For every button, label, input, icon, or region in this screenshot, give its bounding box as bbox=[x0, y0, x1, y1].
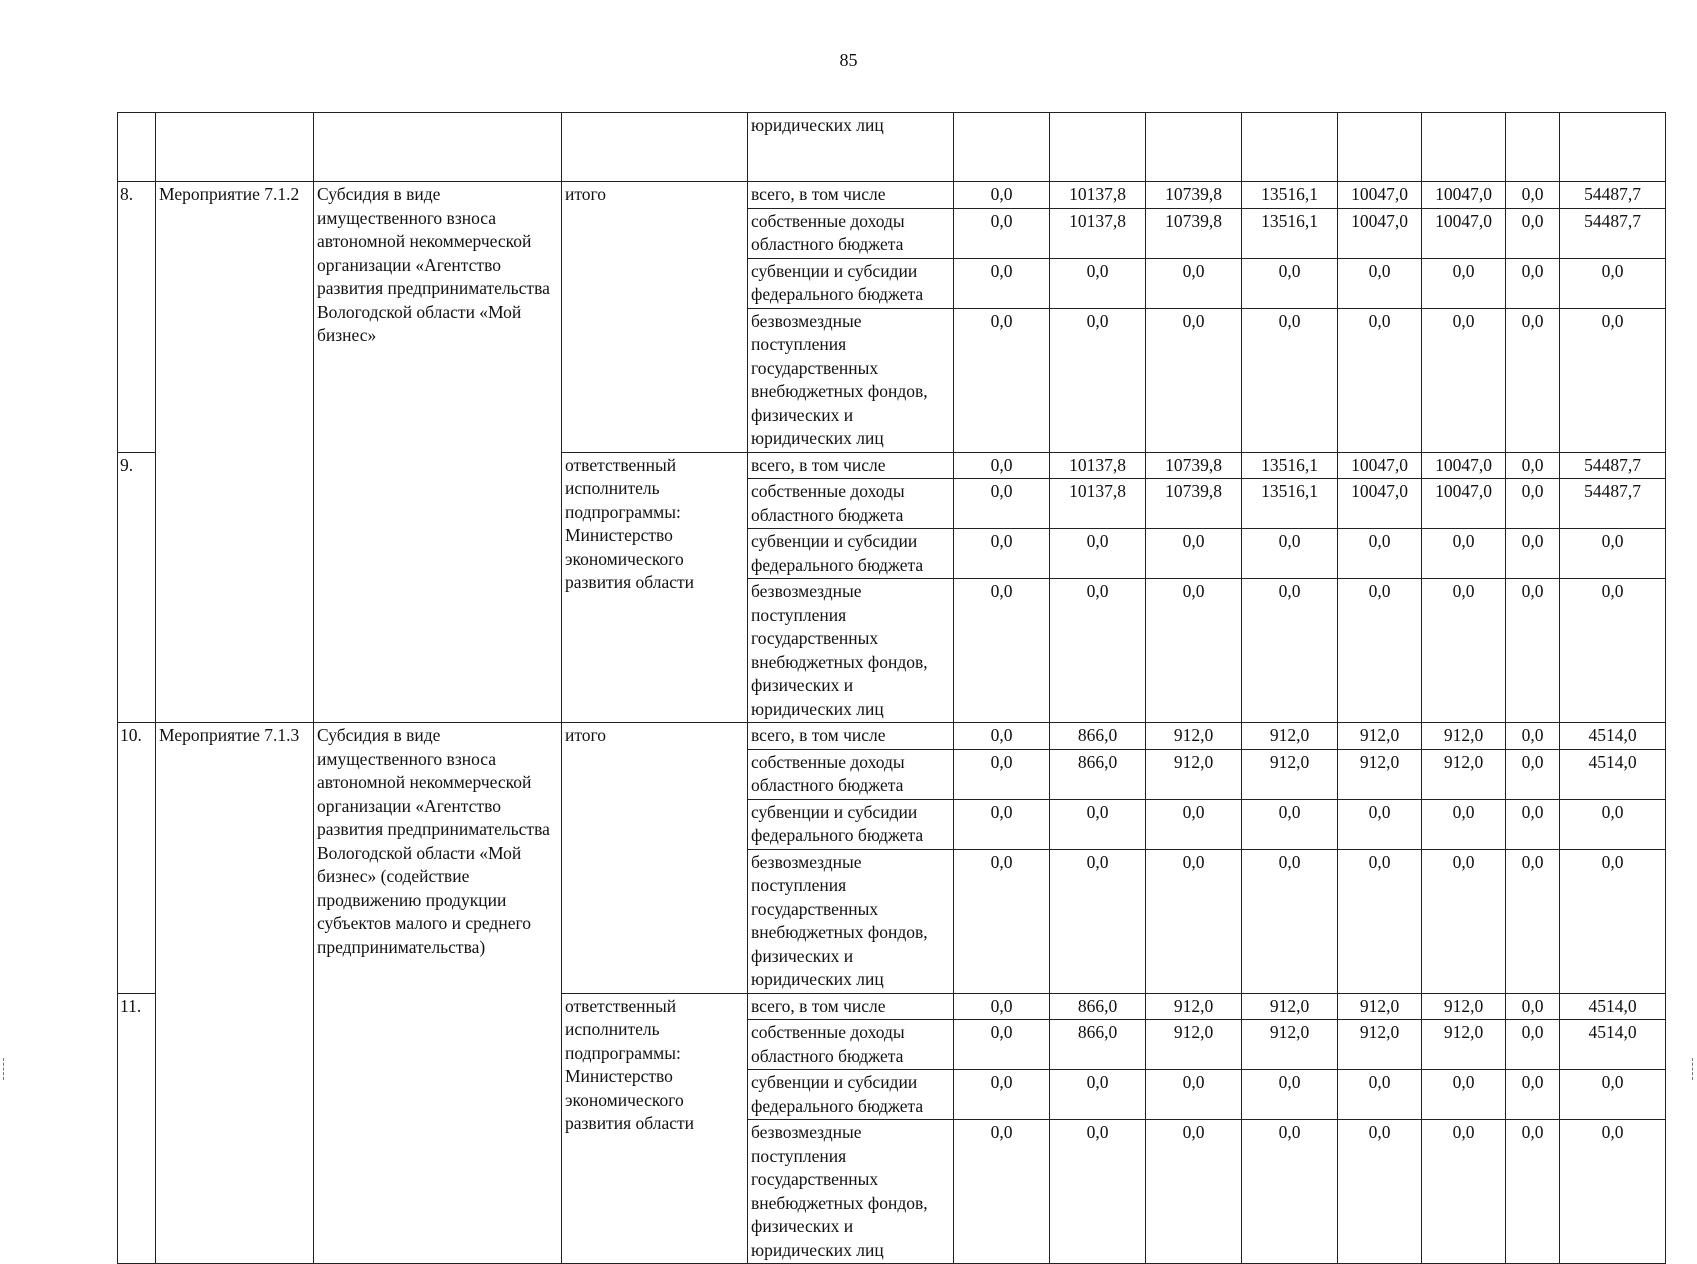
amount-cell: 0,0 bbox=[954, 579, 1050, 723]
empty-cell bbox=[1050, 113, 1146, 182]
funding-source: собственные доходы областного бюджета bbox=[748, 749, 954, 799]
funding-source: собственные доходы областного бюджета bbox=[748, 1020, 954, 1070]
amount-cell: 0,0 bbox=[954, 1120, 1050, 1264]
amount-cell: 0,0 bbox=[954, 993, 1050, 1020]
amount-cell: 0,0 bbox=[1242, 849, 1338, 993]
amount-cell: 54487,7 bbox=[1560, 452, 1666, 479]
amount-cell: 0,0 bbox=[1050, 308, 1146, 452]
amount-cell: 912,0 bbox=[1242, 1020, 1338, 1070]
amount-cell: 10047,0 bbox=[1422, 208, 1506, 258]
amount-cell: 0,0 bbox=[1506, 529, 1560, 579]
amount-cell: 912,0 bbox=[1146, 993, 1242, 1020]
amount-cell: 0,0 bbox=[1422, 308, 1506, 452]
amount-cell: 0,0 bbox=[1506, 479, 1560, 529]
funding-source: субвенции и субсидии федерального бюджета bbox=[748, 1070, 954, 1120]
amount-cell: 0,0 bbox=[1242, 258, 1338, 308]
funding-source: безвозмездные поступления государственных внебюджетных фондов, физических и юридических лиц bbox=[748, 308, 954, 452]
amount-cell: 0,0 bbox=[1146, 849, 1242, 993]
amount-cell: 0,0 bbox=[1560, 529, 1666, 579]
amount-cell: 866,0 bbox=[1050, 993, 1146, 1020]
amount-cell: 10137,8 bbox=[1050, 479, 1146, 529]
amount-cell: 4514,0 bbox=[1560, 749, 1666, 799]
amount-cell: 0,0 bbox=[1338, 258, 1422, 308]
amount-cell: 0,0 bbox=[1422, 529, 1506, 579]
amount-cell: 0,0 bbox=[1506, 1020, 1560, 1070]
empty-cell bbox=[562, 113, 748, 182]
amount-cell: 0,0 bbox=[1422, 579, 1506, 723]
amount-cell: 54487,7 bbox=[1560, 182, 1666, 209]
funding-source: всего, в том числе bbox=[748, 723, 954, 750]
amount-cell: 0,0 bbox=[1506, 579, 1560, 723]
amount-cell: 0,0 bbox=[1560, 1070, 1666, 1120]
amount-cell: 0,0 bbox=[1506, 993, 1560, 1020]
amount-cell: 0,0 bbox=[954, 1020, 1050, 1070]
amount-cell: 0,0 bbox=[1506, 723, 1560, 750]
amount-cell: 0,0 bbox=[1146, 529, 1242, 579]
amount-cell: 0,0 bbox=[1242, 529, 1338, 579]
amount-cell: 54487,7 bbox=[1560, 208, 1666, 258]
amount-cell: 0,0 bbox=[1146, 579, 1242, 723]
budget-table bbox=[117, 112, 1666, 1264]
funding-source: всего, в том числе bbox=[748, 182, 954, 209]
empty-cell bbox=[118, 113, 156, 182]
amount-cell: 0,0 bbox=[1506, 849, 1560, 993]
amount-cell: 0,0 bbox=[1422, 1120, 1506, 1264]
continuation-source-cell: юридических лиц bbox=[748, 113, 954, 182]
amount-cell: 912,0 bbox=[1422, 1020, 1506, 1070]
continuation-row bbox=[118, 113, 1666, 182]
amount-cell: 0,0 bbox=[954, 208, 1050, 258]
funding-source: собственные доходы областного бюджета bbox=[748, 479, 954, 529]
funding-source: всего, в том числе bbox=[748, 993, 954, 1020]
amount-cell: 0,0 bbox=[1242, 799, 1338, 849]
amount-cell: 0,0 bbox=[954, 799, 1050, 849]
amount-cell: 0,0 bbox=[1506, 452, 1560, 479]
amount-cell: 0,0 bbox=[1146, 1070, 1242, 1120]
amount-cell: 0,0 bbox=[1050, 1070, 1146, 1120]
funding-source: безвозмездные поступления государственных внебюджетных фондов, физических и юридических лиц bbox=[748, 849, 954, 993]
amount-cell: 912,0 bbox=[1338, 1020, 1422, 1070]
measure-name: Мероприятие 7.1.2 bbox=[156, 182, 314, 723]
empty-cell bbox=[1422, 113, 1506, 182]
amount-cell: 4514,0 bbox=[1560, 1020, 1666, 1070]
amount-cell: 10739,8 bbox=[1146, 182, 1242, 209]
amount-cell: 0,0 bbox=[1338, 579, 1422, 723]
measure-name: Мероприятие 7.1.3 bbox=[156, 723, 314, 1264]
amount-cell: 0,0 bbox=[1146, 258, 1242, 308]
responsible-executor: ответственный исполнитель подпрограммы: Министерство экономического развития области bbox=[562, 452, 748, 723]
amount-cell: 0,0 bbox=[1242, 1120, 1338, 1264]
empty-cell bbox=[1146, 113, 1242, 182]
amount-cell: 4514,0 bbox=[1560, 993, 1666, 1020]
funding-source: субвенции и субсидии федерального бюджета bbox=[748, 529, 954, 579]
amount-cell: 0,0 bbox=[1422, 1070, 1506, 1120]
responsible-executor: итого bbox=[562, 723, 748, 994]
amount-cell: 13516,1 bbox=[1242, 208, 1338, 258]
funding-source: субвенции и субсидии федерального бюджета bbox=[748, 258, 954, 308]
empty-cell bbox=[156, 113, 314, 182]
amount-cell: 10047,0 bbox=[1422, 479, 1506, 529]
amount-cell: 0,0 bbox=[1050, 529, 1146, 579]
amount-cell: 0,0 bbox=[1506, 258, 1560, 308]
empty-cell bbox=[1242, 113, 1338, 182]
amount-cell: 0,0 bbox=[954, 258, 1050, 308]
amount-cell: 0,0 bbox=[1506, 208, 1560, 258]
amount-cell: 0,0 bbox=[954, 749, 1050, 799]
row-number: 8. bbox=[118, 182, 156, 453]
measure-description: Субсидия в виде имущественного взноса автономной некоммерческой организации «Агентство развития предпринимательства Вологодской области «Мой бизнес» bbox=[314, 182, 562, 723]
amount-cell: 10137,8 bbox=[1050, 208, 1146, 258]
amount-cell: 0,0 bbox=[1146, 1120, 1242, 1264]
amount-cell: 0,0 bbox=[1560, 799, 1666, 849]
amount-cell: 10137,8 bbox=[1050, 452, 1146, 479]
amount-cell: 866,0 bbox=[1050, 749, 1146, 799]
amount-cell: 0,0 bbox=[1560, 308, 1666, 452]
amount-cell: 13516,1 bbox=[1242, 452, 1338, 479]
scan-mark-left bbox=[3, 1058, 5, 1080]
empty-cell bbox=[314, 113, 562, 182]
amount-cell: 866,0 bbox=[1050, 1020, 1146, 1070]
amount-cell: 912,0 bbox=[1242, 993, 1338, 1020]
amount-cell: 0,0 bbox=[1422, 258, 1506, 308]
amount-cell: 0,0 bbox=[1506, 182, 1560, 209]
amount-cell: 0,0 bbox=[954, 723, 1050, 750]
amount-cell: 912,0 bbox=[1242, 723, 1338, 750]
funding-source: всего, в том числе bbox=[748, 452, 954, 479]
amount-cell: 0,0 bbox=[1338, 1120, 1422, 1264]
amount-cell: 0,0 bbox=[1422, 849, 1506, 993]
amount-cell: 4514,0 bbox=[1560, 723, 1666, 750]
amount-cell: 10739,8 bbox=[1146, 479, 1242, 529]
amount-cell: 0,0 bbox=[1338, 308, 1422, 452]
funding-source: собственные доходы областного бюджета bbox=[748, 208, 954, 258]
amount-cell: 0,0 bbox=[954, 479, 1050, 529]
amount-cell: 0,0 bbox=[1560, 579, 1666, 723]
amount-cell: 0,0 bbox=[1560, 258, 1666, 308]
amount-cell: 13516,1 bbox=[1242, 479, 1338, 529]
empty-cell bbox=[954, 113, 1050, 182]
amount-cell: 0,0 bbox=[1506, 308, 1560, 452]
amount-cell: 0,0 bbox=[954, 849, 1050, 993]
page-number: 85 bbox=[839, 50, 858, 70]
row-number: 9. bbox=[118, 452, 156, 723]
amount-cell: 0,0 bbox=[1560, 1120, 1666, 1264]
amount-cell: 0,0 bbox=[954, 182, 1050, 209]
amount-cell: 0,0 bbox=[1506, 1070, 1560, 1120]
empty-cell bbox=[1560, 113, 1666, 182]
amount-cell: 912,0 bbox=[1422, 993, 1506, 1020]
amount-cell: 0,0 bbox=[1506, 799, 1560, 849]
amount-cell: 0,0 bbox=[1242, 308, 1338, 452]
amount-cell: 912,0 bbox=[1146, 749, 1242, 799]
amount-cell: 10047,0 bbox=[1338, 182, 1422, 209]
empty-cell bbox=[1506, 113, 1560, 182]
funding-source: безвозмездные поступления государственных внебюджетных фондов, физических и юридических лиц bbox=[748, 1120, 954, 1264]
amount-cell: 13516,1 bbox=[1242, 182, 1338, 209]
amount-cell: 0,0 bbox=[1338, 529, 1422, 579]
amount-cell: 912,0 bbox=[1338, 993, 1422, 1020]
table-row bbox=[118, 182, 1666, 209]
amount-cell: 912,0 bbox=[1338, 749, 1422, 799]
amount-cell: 0,0 bbox=[1050, 849, 1146, 993]
amount-cell: 54487,7 bbox=[1560, 479, 1666, 529]
amount-cell: 912,0 bbox=[1422, 749, 1506, 799]
amount-cell: 912,0 bbox=[1338, 723, 1422, 750]
amount-cell: 0,0 bbox=[1050, 1120, 1146, 1264]
amount-cell: 0,0 bbox=[1050, 579, 1146, 723]
amount-cell: 0,0 bbox=[1242, 579, 1338, 723]
amount-cell: 0,0 bbox=[1242, 1070, 1338, 1120]
amount-cell: 912,0 bbox=[1242, 749, 1338, 799]
responsible-executor: итого bbox=[562, 182, 748, 453]
scan-mark-right bbox=[1692, 1058, 1694, 1080]
amount-cell: 0,0 bbox=[1050, 799, 1146, 849]
row-number: 10. bbox=[118, 723, 156, 994]
amount-cell: 10739,8 bbox=[1146, 452, 1242, 479]
amount-cell: 0,0 bbox=[1146, 308, 1242, 452]
amount-cell: 0,0 bbox=[954, 452, 1050, 479]
amount-cell: 0,0 bbox=[1506, 1120, 1560, 1264]
amount-cell: 0,0 bbox=[954, 308, 1050, 452]
amount-cell: 912,0 bbox=[1422, 723, 1506, 750]
amount-cell: 10137,8 bbox=[1050, 182, 1146, 209]
amount-cell: 0,0 bbox=[1338, 1070, 1422, 1120]
amount-cell: 0,0 bbox=[1050, 258, 1146, 308]
amount-cell: 10047,0 bbox=[1422, 182, 1506, 209]
amount-cell: 0,0 bbox=[954, 1070, 1050, 1120]
amount-cell: 10047,0 bbox=[1338, 208, 1422, 258]
amount-cell: 0,0 bbox=[1422, 799, 1506, 849]
empty-cell bbox=[1338, 113, 1422, 182]
responsible-executor: ответственный исполнитель подпрограммы: Министерство экономического развития области bbox=[562, 993, 748, 1264]
amount-cell: 10047,0 bbox=[1422, 452, 1506, 479]
amount-cell: 0,0 bbox=[1338, 799, 1422, 849]
amount-cell: 0,0 bbox=[1506, 749, 1560, 799]
amount-cell: 0,0 bbox=[1146, 799, 1242, 849]
amount-cell: 0,0 bbox=[1560, 849, 1666, 993]
amount-cell: 912,0 bbox=[1146, 723, 1242, 750]
amount-cell: 10739,8 bbox=[1146, 208, 1242, 258]
row-number: 11. bbox=[118, 993, 156, 1264]
amount-cell: 912,0 bbox=[1146, 1020, 1242, 1070]
amount-cell: 866,0 bbox=[1050, 723, 1146, 750]
funding-source: безвозмездные поступления государственных внебюджетных фондов, физических и юридических лиц bbox=[748, 579, 954, 723]
funding-source: субвенции и субсидии федерального бюджета bbox=[748, 799, 954, 849]
amount-cell: 10047,0 bbox=[1338, 479, 1422, 529]
amount-cell: 0,0 bbox=[1338, 849, 1422, 993]
measure-description: Субсидия в виде имущественного взноса автономной некоммерческой организации «Агентство развития предпринимательства Вологодской области «Мой бизнес» (содействие продвижению продукции субъектов малого и среднего предпринимательства) bbox=[314, 723, 562, 1264]
table-row bbox=[118, 723, 1666, 750]
amount-cell: 10047,0 bbox=[1338, 452, 1422, 479]
amount-cell: 0,0 bbox=[954, 529, 1050, 579]
